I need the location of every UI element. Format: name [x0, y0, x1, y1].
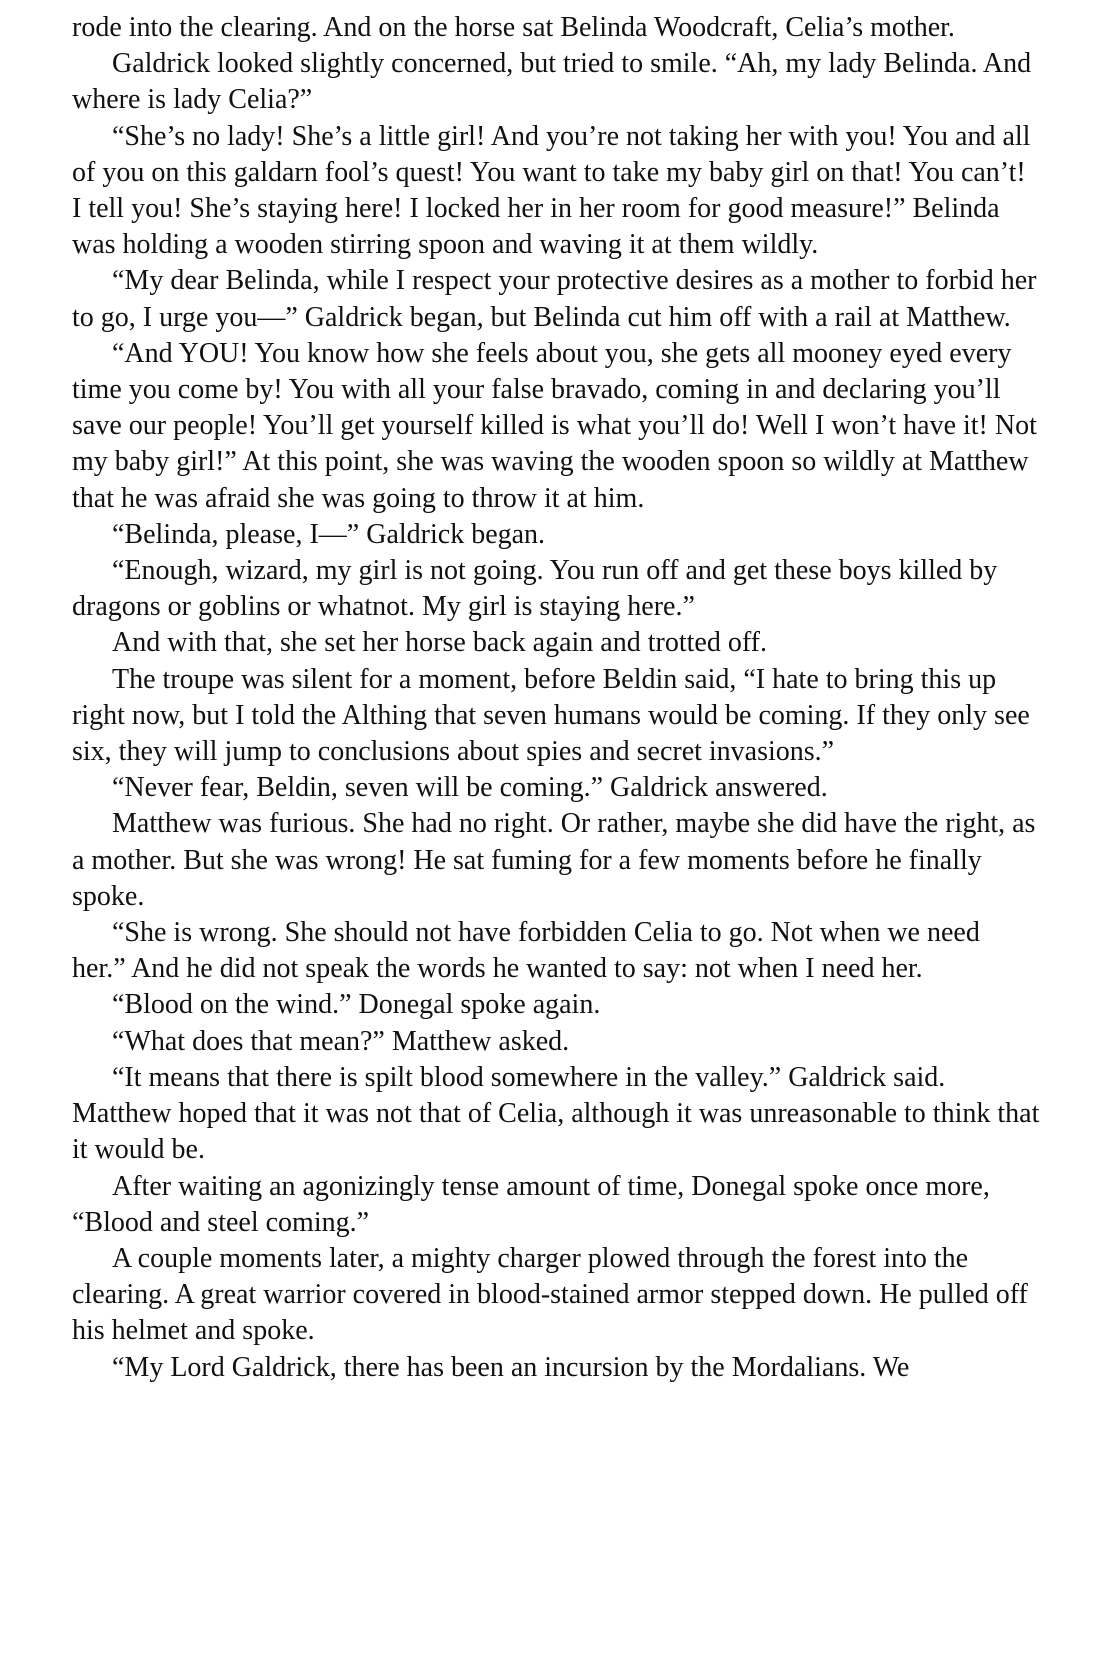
paragraph: “Enough, wizard, my girl is not going. You run off and get these boys killed by dragons or goblins or whatnot. My girl is staying here.” [72, 555, 998, 623]
paragraph: rode into the clearing. And on the horse sat Belinda Woodcraft, Celia’s mother. [72, 12, 955, 43]
paragraph: “It means that there is spilt blood somewhere in the valley.” Galdrick said. Matthew hoped that it was not that of Celia, although it was unreasonable to think that it would be. [72, 1061, 1040, 1166]
paragraph: “My dear Belinda, while I respect your protective desires as a mother to forbid her to go, I urge you—” Galdrick began, but Belinda cut him off with a rail at Matthew. [72, 265, 1037, 333]
paragraph: “She’s no lady! She’s a little girl! And you’re not taking her with you! You and all of you on this galdarn fool’s quest! You want to take my baby girl on that! You can’t! I tell you! She’s staying here! I locked her in her room for good measure!” Belinda was holding a wooden stirring spoon and waving it at them wildly. [72, 120, 1031, 261]
paragraph: “Never fear, Beldin, seven will be coming.” Galdrick answered. [112, 772, 828, 804]
paragraph: “What does that mean?” Matthew asked. [112, 1025, 570, 1057]
paragraph: Galdrick looked slightly concerned, but tried to smile. “Ah, my lady Belinda. And where is lady Celia?” [72, 48, 1032, 116]
book-page [72, 10, 1040, 1386]
paragraph: “Belinda, please, I—” Galdrick began. [112, 518, 546, 550]
paragraph: The troupe was silent for a moment, before Beldin said, “I hate to bring this up right now, but I told the Althing that seven humans would be coming. If they only see six, they will jump to conclusions about spies and secret invasions.” [72, 663, 1030, 768]
paragraph: Matthew was furious. She had no right. Or rather, maybe she did have the right, as a mother. But she was wrong! He sat fuming for a few moments before he finally spoke. [72, 808, 1036, 912]
paragraph: A couple moments later, a mighty charger plowed through the forest into the clearing. A great warrior covered in blood-stained armor stepped down. He pulled off his helmet and spoke. [72, 1242, 1028, 1347]
paragraph: “My Lord Galdrick, there has been an incursion by the Mordalians. We [112, 1351, 910, 1383]
paragraph: After waiting an agonizingly tense amount of time, Donegal spoke once more, “Blood and steel coming.” [72, 1170, 990, 1238]
paragraph: “Blood on the wind.” Donegal spoke again. [112, 989, 601, 1021]
paragraph: “She is wrong. She should not have forbidden Celia to go. Not when we need her.” And he did not speak the words he wanted to say: not when I need her. [72, 917, 980, 985]
paragraph: And with that, she set her horse back again and trotted off. [112, 627, 767, 659]
paragraph: “And YOU! You know how she feels about you, she gets all mooney eyed every time you come by! You with all your false bravado, coming in and declaring you’ll save our people! You’ll get yourself killed is what you’ll do! Well I won’t have it! Not my baby girl!” At this point, she was waving the wooden spoon so wildly at Matthew that he was afraid she was going to throw it at him. [72, 337, 1037, 514]
